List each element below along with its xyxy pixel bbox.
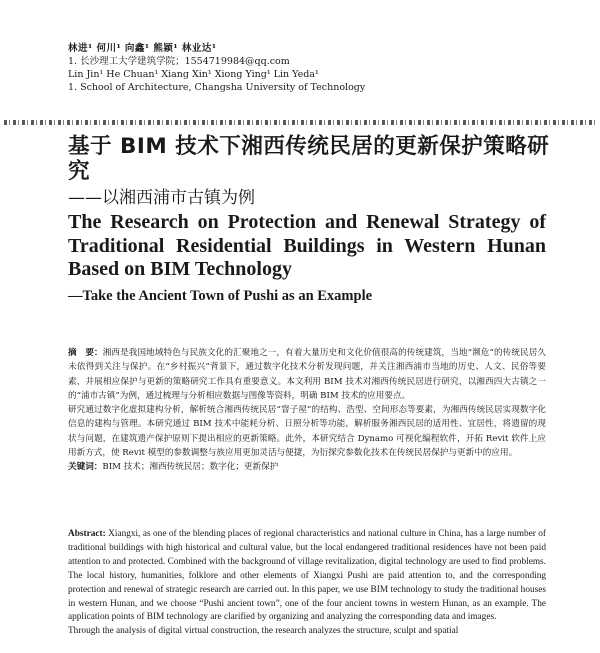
abstract-en: [68, 528, 546, 639]
affiliation-en: 1. School of Architecture, Changsha University of Technology: [68, 82, 366, 93]
author-names-cn: 林进¹ 何川¹ 向鑫¹ 熊颖¹ 林业达¹: [68, 43, 217, 54]
title-cn: 基于 BIM 技术下湘西传统民居的更新保护策略研究: [68, 134, 550, 184]
abstract-en-para2: Through the analysis of digital virtual construction, the research analyzes the structure, sculpt and spatial: [68, 626, 459, 637]
keywords-cn: [68, 460, 546, 474]
abstract-en-label: Abstract:: [68, 529, 106, 539]
subtitle-cn: ——以湘西浦市古镇为例: [68, 188, 255, 208]
abstract-en-text1: Xiangxi, as one of the blending places of regional characteristics and national culture in China, has a large number of traditional buildings with high historical and cultural value, but the local endangered traditional residences have not been paid attention to and protected. Combined with the background of village revitalization, digital technology are used to find problems. The local history, humanities, folklore and other elements of Xiangxi Pushi are paid attention to, and the corresponding protection and renewal of strategic research are carried out. In this paper, we use BIM technology to study the traditional houses in western Hunan, and we choose “Pushi ancient town”, one of the four ancient towns in western Hunan, as an example. The application points of BIM technology are clarified by organizing and analyzing the corresponding data and images.: [68, 529, 546, 623]
abstract-en-para1: [68, 528, 546, 625]
abstract-cn-text1: 湘西是我国地域特色与民族文化的汇聚地之一，有着大量历史和文化价值很高的传统建筑，当地“濒危”的传统民居久未依得到关注与保护。在“乡村振兴”背景下，通过数字化技术分析发现问题，并关注湘西浦市当地的历史、人文、民俗等要素，并展相应保护与更新的策略研究工作具有重要意义。本文利用 BIM 技术对湘西传统民居进行研究，以湘西四大古镇之一的“浦市古镇”为例，通过梳理与分析相应数据与图像等资料，明确 BIM 技术的应用要点。: [68, 348, 546, 401]
keywords-cn-label: 关键词：: [68, 462, 103, 473]
affiliation-cn: 1. 长沙理工大学建筑学院；1554719984@qq.com: [68, 56, 290, 67]
subtitle-en: —Take the Ancient Town of Pushi as an Example: [68, 288, 373, 304]
abstract-cn-label: 摘 要：: [68, 348, 103, 358]
title-en: The Research on Protection and Renewal Strategy of Traditional Residential Buildings in Western Hunan Based on BIM Technology: [68, 211, 546, 280]
abstract-cn-para1: [68, 346, 546, 403]
author-block: [68, 42, 568, 94]
abstract-cn-para2: 研究通过数字化虚拟建构分析，解析统合湘西传统民居“窨子屋”的结构、浩型、空间形态等要素，为湘西传统民居实现数字化信息的建构与管理。本研究通过 BIM 技术中能耗分析、日照分析等功能，解析服务湘西民居的适用性、宜居性，将遗留的现状与问题，在建筑遗产保护原则下提出相应的更新策略。此外，本研究结合 Dynamo 可视化编程软件，开拓 Revit 软件上应用新方式，使 Revit 模型的参数调整与族应用更加灵活与便捷，为衍探究参数化技术在传统民居保护与更新中的应用。: [68, 405, 546, 459]
header-rule: [4, 120, 596, 125]
author-names-en: Lin Jin¹ He Chuan¹ Xiang Xin¹ Xiong Ying¹ Lin Yeda¹: [68, 69, 319, 80]
abstract-cn: [68, 346, 546, 475]
keywords-cn-text: BIM 技术；湘西传统民居；数字化；更新保护: [102, 462, 279, 473]
